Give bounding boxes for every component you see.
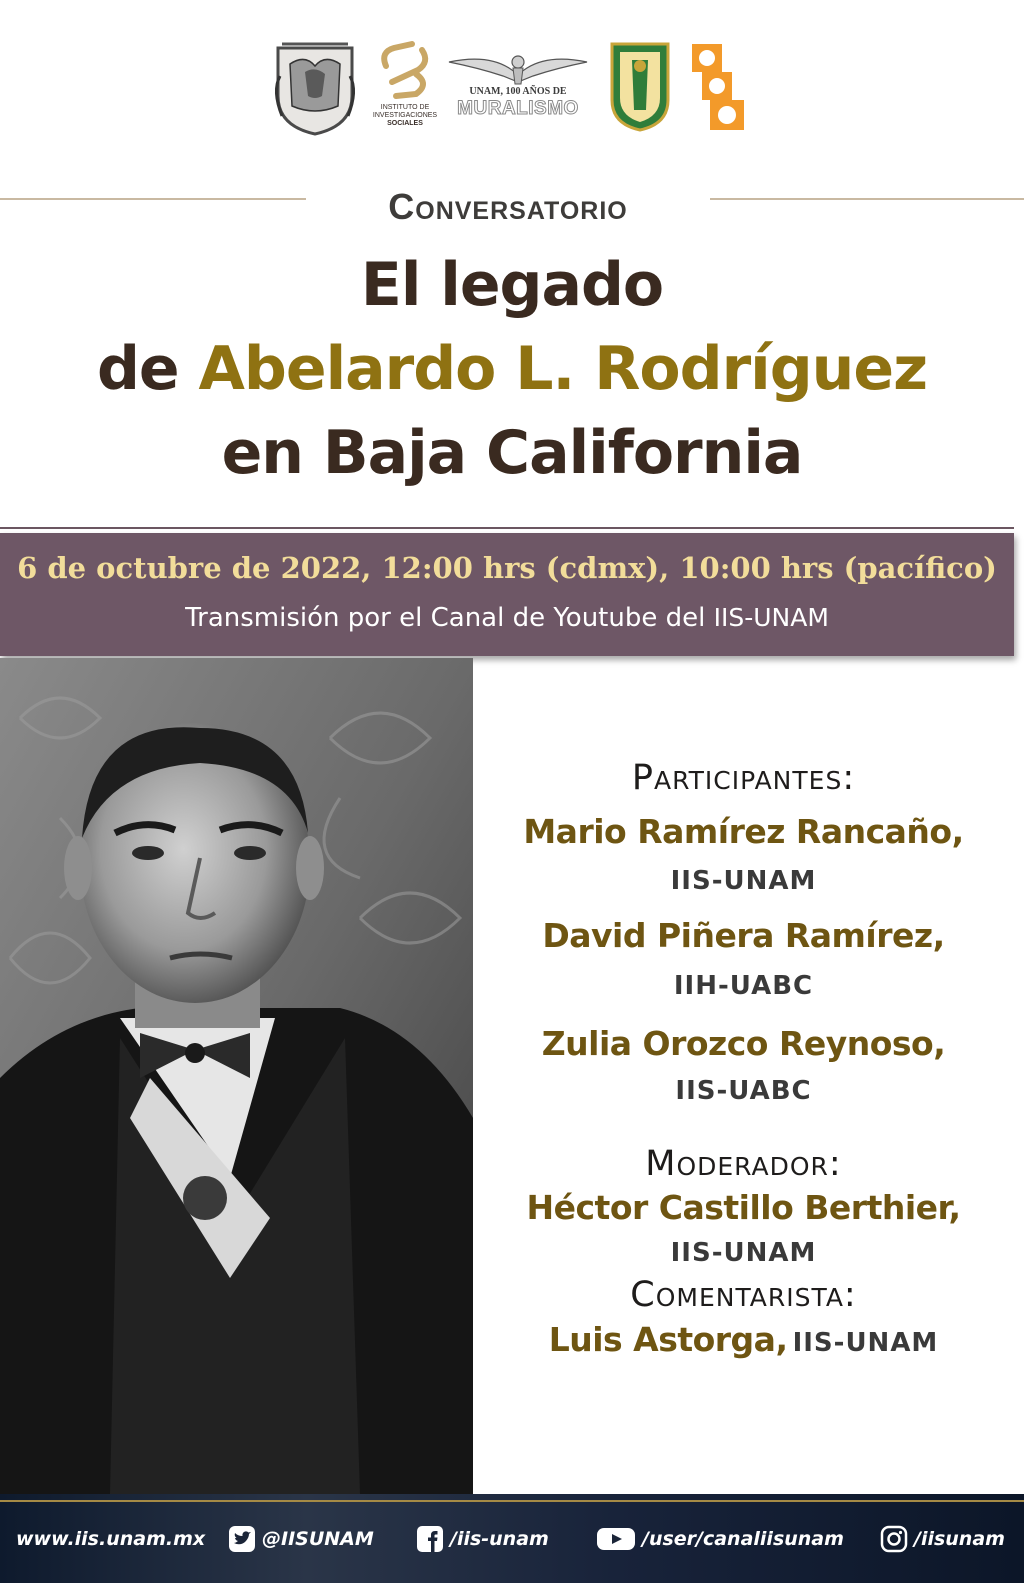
- transmission-org: IIS-UNAM: [713, 603, 829, 632]
- instagram-link[interactable]: [880, 1524, 1005, 1554]
- event-title-line-1: El legado: [360, 250, 664, 320]
- event-date-time: 6 de octubre de 2022, 12:00 hrs (cdmx), 10:00 hrs (pacífico): [17, 551, 997, 585]
- instagram-handle: /iisunam: [914, 1528, 1005, 1550]
- participant-institution: IIS-UABC: [675, 1076, 812, 1106]
- commentator-name: Luis Astorga,: [548, 1320, 788, 1359]
- iis-mark-icon: [372, 36, 438, 102]
- twitter-link[interactable]: [228, 1524, 374, 1554]
- title-honoree-name: Abelardo L. Rodríguez: [198, 334, 928, 404]
- footer-social-bar: [0, 1494, 1024, 1583]
- orange-institutional-logo: [690, 42, 746, 134]
- muralismo-logo-bottom: MURALISMO: [457, 98, 579, 119]
- portrait-photo: [0, 658, 473, 1494]
- commentator-line: [473, 1320, 1014, 1359]
- participants-heading: Participantes:: [631, 758, 856, 798]
- facebook-icon: [416, 1525, 444, 1553]
- unam-shield-logo: [270, 36, 360, 136]
- twitter-handle: @IISUNAM: [262, 1528, 374, 1550]
- website-link[interactable]: [16, 1524, 205, 1554]
- moderator-heading: Moderador:: [645, 1144, 842, 1184]
- event-title-line-2: [0, 334, 1024, 404]
- participant-institution: IIS-UNAM: [670, 866, 817, 896]
- moderator-institution: IIS-UNAM: [670, 1238, 817, 1268]
- youtube-link[interactable]: [596, 1524, 844, 1554]
- muralismo-logo: [447, 52, 589, 124]
- iis-logo-line: INSTITUTO DE: [380, 104, 430, 111]
- header-rule-left: [0, 198, 306, 200]
- iis-logo-line: INVESTIGACIONES: [372, 112, 438, 119]
- header-rule-right: [710, 198, 1024, 200]
- transmission-info: [0, 603, 1014, 633]
- commentator-institution: IIS-UNAM: [792, 1328, 939, 1358]
- footer-top-rule: [0, 1500, 1024, 1502]
- facebook-handle: /iis-unam: [450, 1528, 549, 1550]
- youtube-icon: [596, 1525, 636, 1553]
- banner-top-rule: [0, 527, 1014, 529]
- title-prefix: de: [96, 334, 199, 404]
- moderator-name: Héctor Castillo Berthier,: [526, 1188, 961, 1227]
- iis-logo-text: [372, 104, 438, 128]
- participant-name: Mario Ramírez Rancaño,: [523, 812, 964, 851]
- iis-logo: [372, 36, 438, 140]
- commentator-heading: Comentarista:: [630, 1275, 857, 1315]
- winged-figure-icon: [447, 52, 589, 86]
- transmission-text: Transmisión por el Canal de Youtube del: [185, 603, 714, 633]
- participant-name: Zulia Orozco Reynoso,: [541, 1024, 946, 1063]
- date-banner: [0, 533, 1014, 656]
- website-text: www.iis.unam.mx: [16, 1528, 206, 1550]
- muralismo-logo-top: UNAM, 100 AÑOS DE: [469, 86, 567, 97]
- uabc-seal-logo: [608, 40, 672, 132]
- twitter-icon: [228, 1525, 256, 1553]
- logo-strip: [0, 30, 1024, 145]
- facebook-link[interactable]: [416, 1524, 549, 1554]
- participant-institution: IIH-UABC: [673, 971, 814, 1001]
- event-title-line-3: en Baja California: [221, 418, 803, 488]
- participant-name: David Piñera Ramírez,: [542, 916, 945, 955]
- iis-logo-line: SOCIALES: [387, 120, 423, 127]
- participants-panel: [473, 658, 1014, 1494]
- youtube-handle: /user/canaliisunam: [642, 1528, 844, 1550]
- event-type-label: Conversatorio: [388, 186, 628, 227]
- instagram-icon: [880, 1525, 908, 1553]
